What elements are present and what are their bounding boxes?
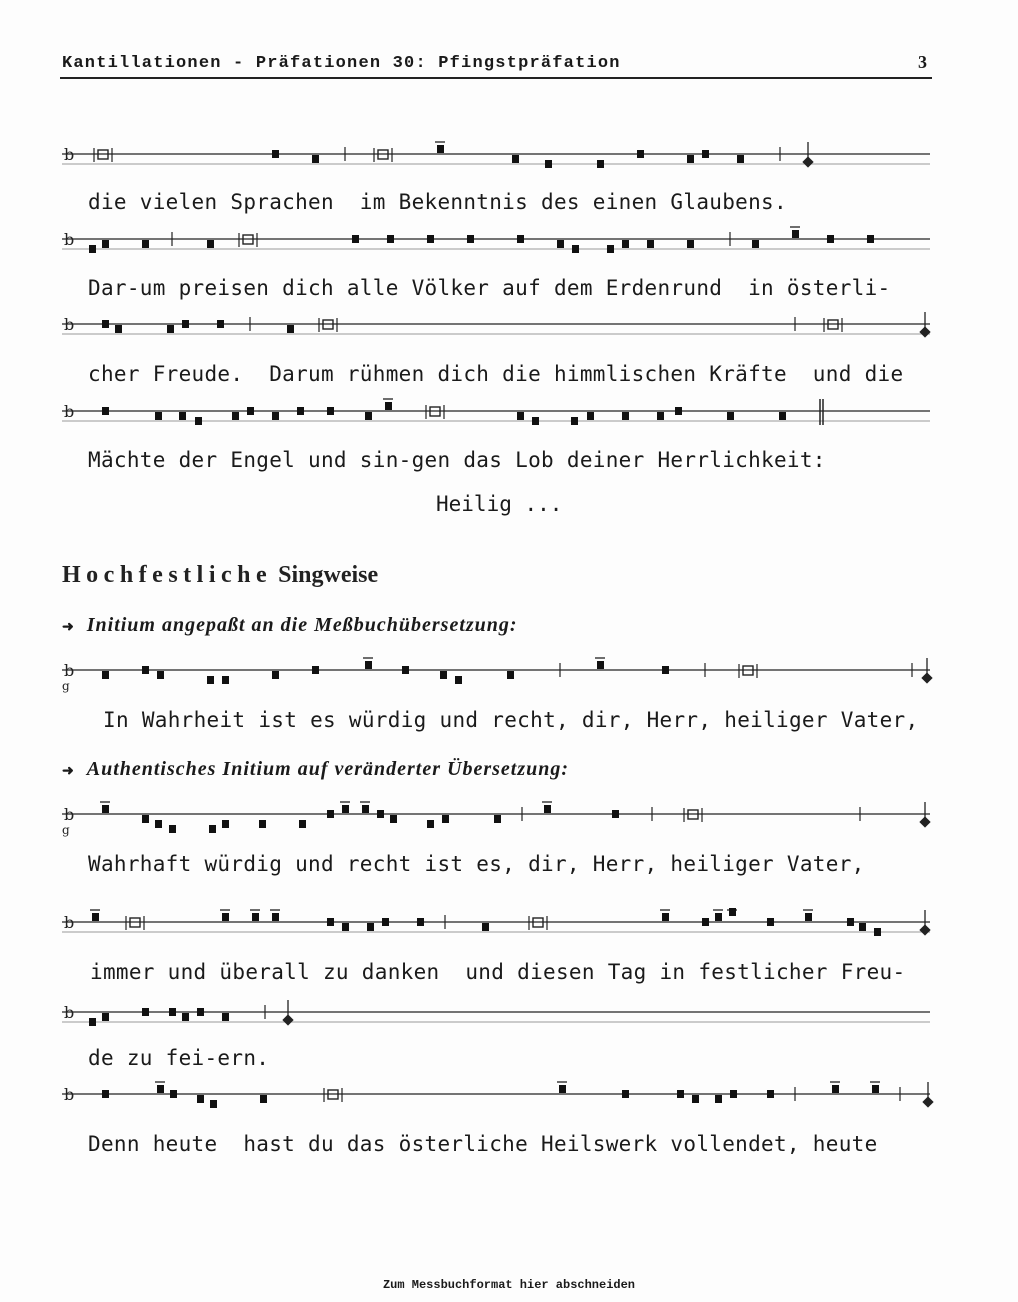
chant-staff-9 (0, 1080, 1018, 1120)
svg-text:b: b (64, 913, 75, 932)
header-rule (60, 77, 932, 79)
arrow-icon: ➜ (62, 764, 75, 779)
closing-text: Heilig ... (436, 492, 563, 516)
svg-text:b: b (64, 805, 75, 824)
lyric-line-9: Denn heute hast du das österliche Heilswerk vollendet, heute (88, 1132, 878, 1156)
lyric-line-3: cher Freude. Darum rühmen dich die himmlischen Kräfte und die (88, 362, 904, 386)
lyric-line-2: Dar-um preisen dich alle Völker auf dem Erdenrund in österli- (88, 276, 891, 300)
lyric-line-8: de zu fei-ern. (88, 1046, 270, 1070)
chant-staff-3 (0, 310, 1018, 350)
variant2-note-text: Authentisches Initium auf veränderter Übersetzung: (86, 758, 570, 780)
variant1-note (62, 614, 518, 637)
svg-text:b: b (64, 145, 75, 164)
svg-text:b: b (64, 315, 75, 334)
chant-staff-7 (0, 908, 1018, 948)
svg-text:b: b (64, 661, 75, 680)
arrow-icon: ➜ (62, 620, 75, 635)
variant1-note-text: Initium angepaßt an die Meßbuchübersetzung: (86, 614, 518, 636)
variant2-note (62, 758, 569, 781)
svg-text:b: b (64, 230, 75, 249)
page-number: 3 (918, 52, 927, 72)
lyric-line-5: In Wahrheit ist es würdig und recht, dir, Herr, heiliger Vater, (103, 708, 919, 732)
section-title-rest: Singweise (278, 562, 379, 588)
chant-staff-1 (0, 140, 1018, 180)
section-title-spaced: Hochfestliche (62, 562, 273, 588)
section-title (62, 562, 378, 589)
svg-text:b: b (64, 1003, 75, 1022)
svg-text:g: g (62, 823, 70, 837)
chant-staff-2 (0, 225, 1018, 265)
svg-text:b: b (64, 402, 75, 421)
lyric-line-1: die vielen Sprachen im Bekenntnis des einen Glaubens. (88, 190, 787, 214)
cut-instruction: Zum Messbuchformat hier abschneiden (382, 1278, 636, 1292)
lyric-line-7: immer und überall zu danken und diesen Tag in festlicher Freu- (90, 960, 906, 984)
svg-text:g: g (62, 679, 70, 693)
chant-staff-6 (0, 800, 1018, 840)
chant-staff-4 (0, 397, 1018, 437)
svg-text:b: b (64, 1085, 75, 1104)
chant-staff-8 (0, 998, 1018, 1038)
lyric-line-6: Wahrhaft würdig und recht ist es, dir, Herr, heiliger Vater, (88, 852, 865, 876)
running-header-title: Kantillationen - Präfationen 30: Pfingstpräfation (62, 54, 621, 73)
chant-staff-5 (0, 656, 1018, 696)
lyric-line-4: Mächte der Engel und sin-gen das Lob deiner Herrlichkeit: (88, 448, 826, 472)
